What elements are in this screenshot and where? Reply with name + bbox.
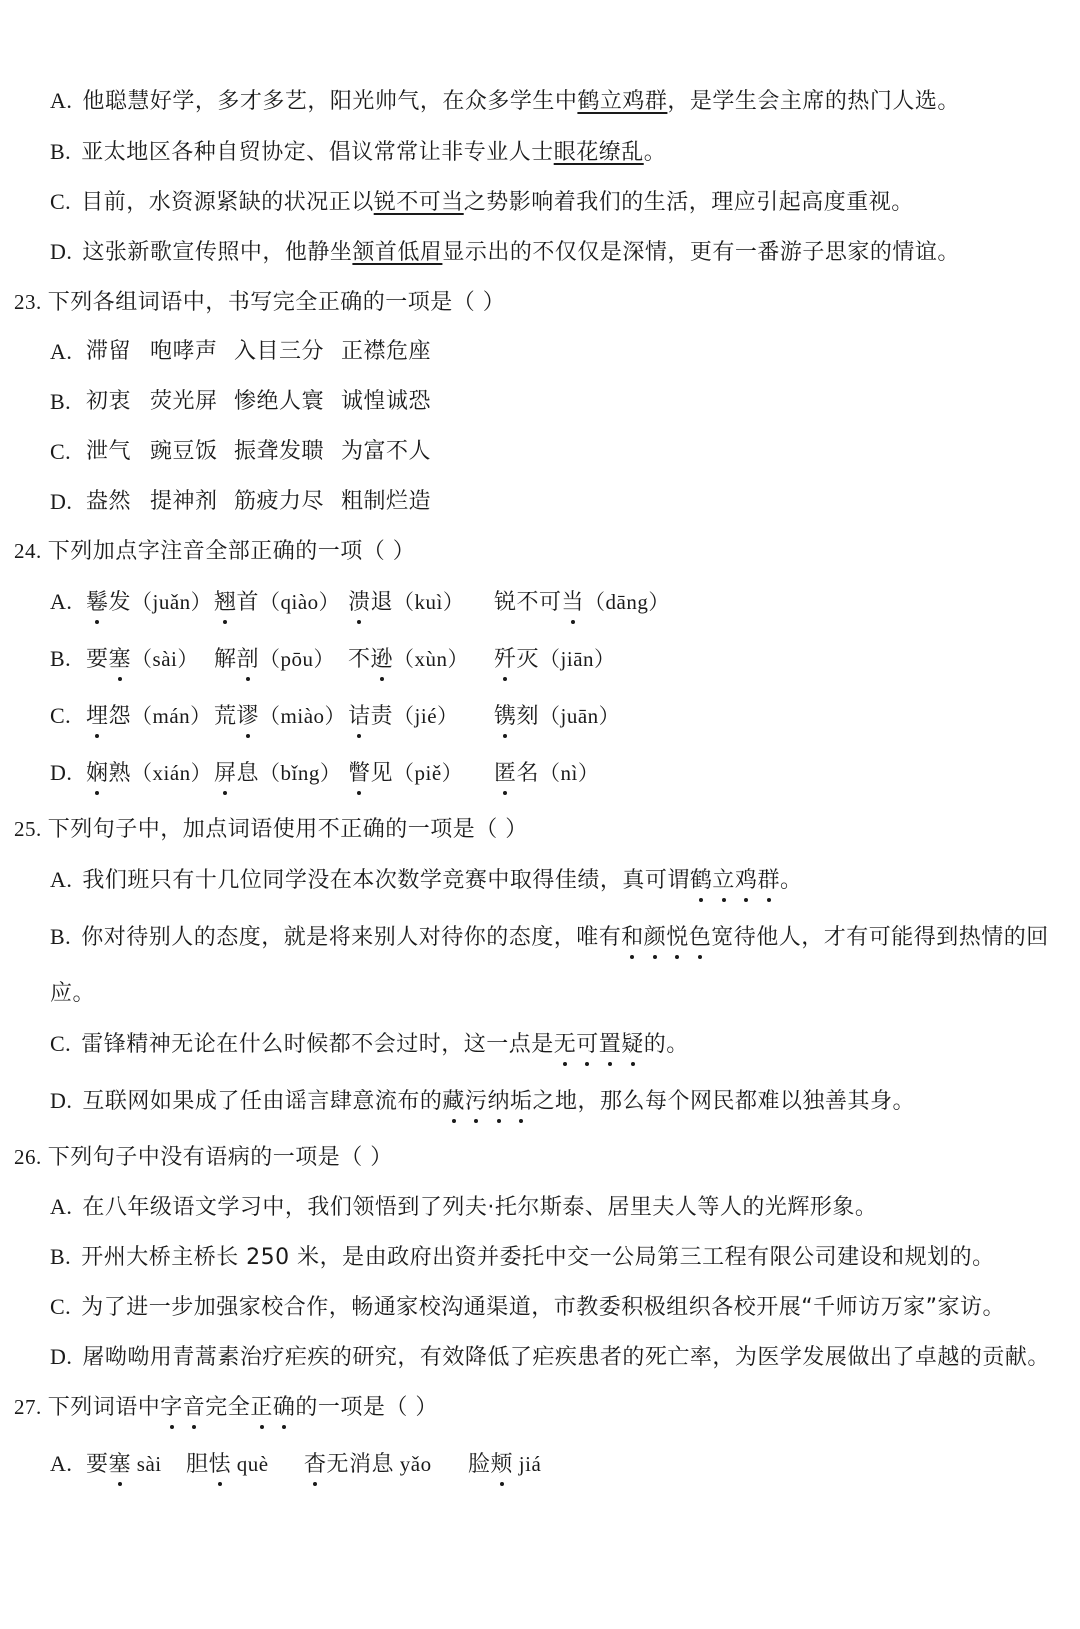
option-word: 咆哮声 (150, 339, 218, 364)
pinyin: （piě） (393, 761, 464, 785)
option-word: 筋疲力尽 (234, 489, 325, 514)
dotted-char: 纳 (487, 1087, 510, 1117)
dotted-char: 藏 (442, 1087, 465, 1117)
option-word: 振聋发聩 (234, 439, 325, 464)
pinyin: （miào） (259, 704, 347, 728)
pinyin: （kuì） (393, 590, 465, 614)
pinyin: què (231, 1452, 269, 1476)
pinyin: （xián） (131, 761, 213, 785)
q25-option-c: C. 雷锋精神无论在什么时候都不会过时，这一点是无可置疑的。 (50, 1029, 689, 1060)
pinyin: （sài） (131, 647, 199, 671)
option-word: 正襟危座 (341, 339, 432, 364)
option-word: 为富不人 (341, 439, 432, 464)
q27-option-a: A. 要塞 sài 胆怯 què 杳无消息 yǎo 脸颊 jiá (50, 1449, 82, 1480)
q22-option-a: A. 他聪慧好学，多才多艺，阳光帅气，在众多学生中鹤立鸡群，是学生会主席的热门人选。 (50, 88, 960, 114)
pinyin-item: 脸颊 jiá (468, 1449, 541, 1480)
pinyin: （juān） (539, 704, 621, 728)
option-word: 盎然 (86, 489, 132, 514)
pinyin: （nì） (539, 761, 600, 785)
dotted-char: 颜 (644, 923, 667, 953)
option-word: 初衷 (86, 389, 132, 414)
dotted-char: 可 (576, 1030, 599, 1060)
pinyin-item: 荒谬（miào） (214, 701, 346, 732)
q23-option-b: B. 初衷 荧光屏 惨绝人寰 诚惶诚恐 (50, 387, 81, 418)
q22-option-d: D. 这张新歌宣传照中，他静坐颔首低眉显示出的不仅仅是深情，更有一番游子思家的情谊。 (50, 239, 960, 265)
pinyin: （jiān） (539, 647, 616, 671)
dotted-char: 诘 (348, 702, 371, 732)
pinyin: jiá (513, 1452, 542, 1476)
dotted-char: 鸡 (735, 866, 758, 896)
q26-option-c: C. 为了进一步加强家校合作，畅通家校沟通渠道，市教委积极组织各校开展“千师访万家”家访。 (50, 1294, 1005, 1320)
pinyin: （juǎn） (131, 590, 213, 614)
pinyin: （xùn） (393, 647, 470, 671)
dotted-char: 群 (757, 866, 780, 896)
pinyin-item: 匿名（nì） (494, 758, 599, 789)
pinyin-item: 娴熟（xián） (86, 758, 212, 789)
pinyin: yǎo (394, 1452, 432, 1476)
dotted-char: 杳 (304, 1450, 327, 1480)
dotted-char: 鹤 (690, 866, 713, 896)
pinyin-item: 瞥见（piě） (348, 758, 463, 789)
option-word: 荧光屏 (150, 389, 218, 414)
q23-option-c: C. 泄气 豌豆饭 振聋发聩 为富不人 (50, 437, 81, 468)
option-word: 诚惶诚恐 (341, 389, 432, 414)
pinyin-item: 不逊（xùn） (348, 644, 469, 675)
dotted-char: 塞 (109, 1450, 132, 1480)
option-word: 粗制烂造 (341, 489, 432, 514)
dotted-char: 悦 (666, 923, 689, 953)
dotted-char: 垢 (510, 1087, 533, 1117)
dotted-char: 当 (562, 588, 585, 618)
dotted-char: 颊 (491, 1450, 514, 1480)
dotted-char: 逊 (371, 645, 394, 675)
pinyin: （bǐng） (259, 761, 342, 785)
dotted-char: 瞥 (348, 759, 371, 789)
pinyin-item: 要塞 sài (86, 1449, 162, 1480)
q26-stem: 26. 下列句子中没有语病的一项是（ ） (14, 1145, 393, 1170)
dotted-char: 和 (621, 923, 644, 953)
dotted-char: 立 (712, 866, 735, 896)
dotted-char: 音 (183, 1393, 206, 1423)
q25-stem: 25. 下列句子中，加点词语使用不正确的一项是（ ） (14, 817, 528, 842)
option-word: 滞留 (86, 339, 132, 364)
dotted-char: 污 (465, 1087, 488, 1117)
dotted-char: 翘 (214, 588, 237, 618)
q23-stem: 23. 下列各组词语中，书写完全正确的一项是（ ） (14, 290, 506, 315)
option-word: 入目三分 (234, 339, 325, 364)
dotted-char: 匿 (494, 759, 517, 789)
dotted-char: 怯 (209, 1450, 232, 1480)
dotted-char: 塞 (109, 645, 132, 675)
q23-option-d: D. 盎然 提神剂 筋疲力尽 粗制烂造 (50, 487, 82, 518)
dotted-char: 镌 (494, 702, 517, 732)
dotted-char: 正 (250, 1393, 273, 1423)
pinyin-item: 锐不可当（dāng） (494, 587, 670, 618)
pinyin-item: 歼灭（jiān） (494, 644, 616, 675)
pinyin-item: 杳无消息 yǎo (304, 1449, 432, 1480)
dotted-char: 置 (599, 1030, 622, 1060)
dotted-char: 鬈 (86, 588, 109, 618)
q23-option-a: A. 滞留 咆哮声 入目三分 正襟危座 (50, 337, 82, 368)
pinyin: （dāng） (584, 590, 670, 614)
pinyin-item: 溃退（kuì） (348, 587, 464, 618)
dotted-char: 色 (689, 923, 712, 953)
dotted-char: 谬 (237, 702, 260, 732)
pinyin: （qiào） (259, 590, 341, 614)
q24-option-b: B. 要塞（sài） 解剖（pōu） 不逊（xùn） 歼灭（jiān） (50, 644, 81, 675)
option-word: 泄气 (86, 439, 132, 464)
pinyin-item: 诘责（jié） (348, 701, 459, 732)
pinyin: （mán） (131, 704, 212, 728)
pinyin: （pōu） (259, 647, 336, 671)
dotted-char: 疑 (621, 1030, 644, 1060)
pinyin-item: 胆怯 què (186, 1449, 269, 1480)
pinyin-item: 要塞（sài） (86, 644, 199, 675)
q22-option-b: B. 亚太地区各种自贸协定、倡议常常让非专业人士眼花缭乱。 (50, 139, 667, 165)
pinyin: （jié） (393, 704, 459, 728)
q25-option-d: D. 互联网如果成了任由谣言肆意流布的藏污纳垢之地，那么每个网民都难以独善其身。 (50, 1086, 915, 1117)
pinyin-item: 埋怨（mán） (86, 701, 212, 732)
q25-option-b-continued: 应。 (50, 981, 96, 1006)
pinyin-item: 鬈发（juǎn） (86, 587, 212, 618)
dotted-char: 屏 (214, 759, 237, 789)
dotted-char: 歼 (494, 645, 517, 675)
dotted-char: 溃 (348, 588, 371, 618)
q26-option-d: D. 屠呦呦用青蒿素治疗疟疾的研究，有效降低了疟疾患者的死亡率，为医学发展做出了卓越的贡献。 (50, 1344, 1050, 1370)
q25-option-a: A. 我们班只有十几位同学没在本次数学竞赛中取得佳绩，真可谓鹤立鸡群。 (50, 865, 802, 896)
pinyin-item: 解剖（pōu） (214, 644, 335, 675)
dotted-char: 字 (160, 1393, 183, 1423)
dotted-char: 无 (554, 1030, 577, 1060)
option-word: 提神剂 (150, 489, 218, 514)
q24-option-d: D. 娴熟（xián） 屏息（bǐng） 瞥见（piě） 匿名（nì） (50, 758, 82, 789)
dotted-char: 埋 (86, 702, 109, 732)
dotted-char: 娴 (86, 759, 109, 789)
pinyin: sài (131, 1452, 162, 1476)
q24-option-a: A. 鬈发（juǎn） 翘首（qiào） 溃退（kuì） 锐不可当（dāng） (50, 587, 82, 618)
dotted-char: 确 (273, 1393, 296, 1423)
option-word: 惨绝人寰 (234, 389, 325, 414)
q26-option-b: B. 开州大桥主桥长 250 米，是由政府出资并委托中交一公局第三工程有限公司建设和规划的。 (50, 1244, 995, 1270)
pinyin-item: 翘首（qiào） (214, 587, 340, 618)
option-word: 豌豆饭 (150, 439, 218, 464)
q25-option-b: B. 你对待别人的态度，就是将来别人对待你的态度，唯有和颜悦色宽待他人，才有可能得到热情的回 (50, 922, 1049, 953)
q24-option-c: C. 埋怨（mán） 荒谬（miào） 诘责（jié） 镌刻（juān） (50, 701, 81, 732)
pinyin-item: 屏息（bǐng） (214, 758, 341, 789)
q27-stem: 27. 下列词语中字音完全正确的一项是（ ） (14, 1392, 438, 1423)
q26-option-a: A. 在八年级语文学习中，我们领悟到了列夫·托尔斯泰、居里夫人等人的光辉形象。 (50, 1194, 878, 1220)
dotted-char: 剖 (237, 645, 260, 675)
q22-option-c: C. 目前，水资源紧缺的状况正以锐不可当之势影响着我们的生活，理应引起高度重视。 (50, 189, 914, 215)
q24-stem: 24. 下列加点字注音全部正确的一项（ ） (14, 539, 416, 564)
pinyin-item: 镌刻（juān） (494, 701, 620, 732)
